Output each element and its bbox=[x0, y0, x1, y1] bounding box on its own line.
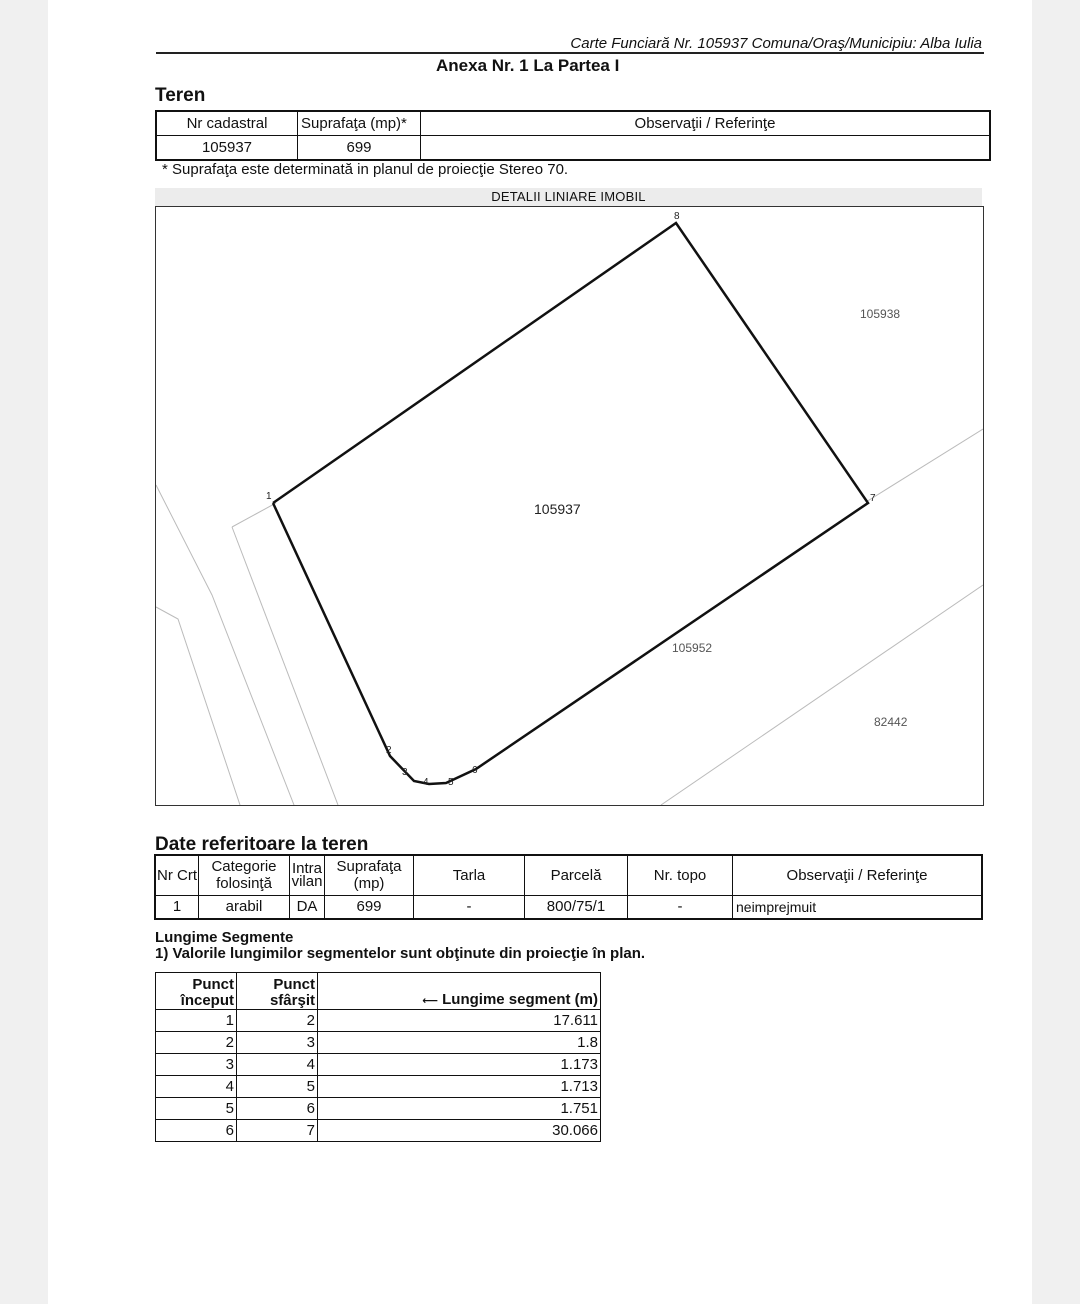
cell-end: 4 bbox=[237, 1054, 318, 1076]
teren-title: Teren bbox=[155, 85, 206, 106]
projection-note: * Suprafaţa este determinată in planul de proiecţie Stereo 70. bbox=[162, 161, 569, 178]
point-label: 8 bbox=[674, 211, 680, 222]
segments-title: Lungime Segmente bbox=[155, 929, 294, 946]
col-intravilan: Intra vilan bbox=[290, 855, 325, 895]
col-nr-cadastral: Nr cadastral bbox=[156, 111, 298, 136]
neighbor-number: 105938 bbox=[860, 307, 901, 321]
segments-table bbox=[155, 972, 601, 1142]
cell-intravilan: DA bbox=[290, 895, 325, 919]
segments-subtitle: 1) Valorile lungimilor segmentelor sunt obţinute din proiecţie în plan. bbox=[155, 945, 646, 962]
col-nr-crt: Nr Crt bbox=[155, 855, 199, 895]
table-row bbox=[156, 1032, 601, 1054]
col-suprafata: Suprafaţa (mp)* bbox=[298, 111, 421, 136]
parcel-number-main: 105937 bbox=[534, 501, 581, 517]
point-labels bbox=[266, 211, 876, 788]
point-label: 6 bbox=[472, 765, 478, 776]
col-observatii: Observaţii / Referinţe bbox=[421, 111, 991, 136]
cell-observatii: neimprejmuit bbox=[733, 895, 983, 919]
parcel-plan bbox=[155, 206, 984, 806]
cell-nr-cadastral: 105937 bbox=[156, 136, 298, 161]
col-parcela: Parcelă bbox=[525, 855, 628, 895]
cell-nr-crt: 1 bbox=[155, 895, 199, 919]
cell-end: 5 bbox=[237, 1076, 318, 1098]
cell-start: 6 bbox=[156, 1120, 237, 1142]
arrow-icon: ⟵ bbox=[422, 995, 438, 1007]
col-length-label: Lungime segment (m) bbox=[442, 991, 598, 1008]
point-label: 7 bbox=[870, 493, 876, 504]
table-header-row bbox=[156, 111, 990, 136]
annex-title: Anexa Nr. 1 La Partea I bbox=[436, 56, 620, 75]
neighbor-number: 105952 bbox=[672, 641, 713, 655]
col-observatii: Observaţii / Referinţe bbox=[733, 855, 983, 895]
table-row bbox=[156, 1098, 601, 1120]
cell-length: 30.066 bbox=[318, 1120, 601, 1142]
col-categorie: Categorie folosinţă bbox=[199, 855, 290, 895]
date-teren-title: Date referitoare la teren bbox=[155, 834, 369, 855]
neighbor-number: 82442 bbox=[874, 715, 908, 729]
col-nr-topo: Nr. topo bbox=[628, 855, 733, 895]
cell-categorie: arabil bbox=[199, 895, 290, 919]
col-length bbox=[318, 973, 601, 1010]
cell-start: 4 bbox=[156, 1076, 237, 1098]
header-rule bbox=[156, 52, 984, 54]
road-line-ne bbox=[866, 429, 983, 502]
table-row bbox=[155, 895, 982, 919]
col-start: Punct început bbox=[156, 973, 237, 1010]
point-label: 4 bbox=[423, 777, 429, 788]
table-row bbox=[156, 1010, 601, 1032]
cell-suprafata: 699 bbox=[298, 136, 421, 161]
cell-length: 17.611 bbox=[318, 1010, 601, 1032]
road-line-se bbox=[661, 585, 983, 805]
point-label: 1 bbox=[266, 491, 272, 502]
cell-start: 1 bbox=[156, 1010, 237, 1032]
parcel-plan-drawing bbox=[156, 207, 983, 805]
teren-table bbox=[155, 110, 991, 161]
cell-tarla: - bbox=[414, 895, 525, 919]
road-edge-west bbox=[156, 485, 294, 805]
point-label: 2 bbox=[386, 745, 392, 756]
col-end: Punct sfârşit bbox=[237, 973, 318, 1010]
cell-parcela: 800/75/1 bbox=[525, 895, 628, 919]
table-header-row bbox=[155, 855, 982, 895]
table-row bbox=[156, 1120, 601, 1142]
road-edge-west-inner bbox=[156, 607, 240, 805]
cell-length: 1.713 bbox=[318, 1076, 601, 1098]
registry-header: Carte Funciară Nr. 105937 Comuna/Oraş/Municipiu: Alba Iulia bbox=[570, 35, 982, 52]
cell-length: 1.8 bbox=[318, 1032, 601, 1054]
col-tarla: Tarla bbox=[414, 855, 525, 895]
cell-observatii bbox=[421, 136, 991, 161]
cell-suprafata: 699 bbox=[325, 895, 414, 919]
segments-heading bbox=[155, 930, 645, 962]
plan-band-title: DETALII LINIARE IMOBIL bbox=[155, 188, 982, 206]
cell-end: 7 bbox=[237, 1120, 318, 1142]
cell-length: 1.173 bbox=[318, 1054, 601, 1076]
table-row bbox=[156, 136, 990, 161]
document-page bbox=[48, 0, 1032, 1304]
point-label: 3 bbox=[402, 767, 408, 778]
table-row bbox=[156, 1076, 601, 1098]
cell-start: 2 bbox=[156, 1032, 237, 1054]
land-data-table bbox=[154, 854, 983, 920]
table-row bbox=[156, 1054, 601, 1076]
road-corner-line bbox=[232, 503, 276, 527]
cell-nr-topo: - bbox=[628, 895, 733, 919]
point-label: 5 bbox=[448, 777, 454, 788]
cell-start: 3 bbox=[156, 1054, 237, 1076]
cell-length: 1.751 bbox=[318, 1098, 601, 1120]
cell-end: 3 bbox=[237, 1032, 318, 1054]
cell-end: 6 bbox=[237, 1098, 318, 1120]
road-edge-mid bbox=[232, 527, 338, 805]
table-header-row bbox=[156, 973, 601, 1010]
col-suprafata: Suprafaţa (mp) bbox=[325, 855, 414, 895]
cell-end: 2 bbox=[237, 1010, 318, 1032]
cell-start: 5 bbox=[156, 1098, 237, 1120]
neighbor-lines bbox=[156, 429, 983, 805]
